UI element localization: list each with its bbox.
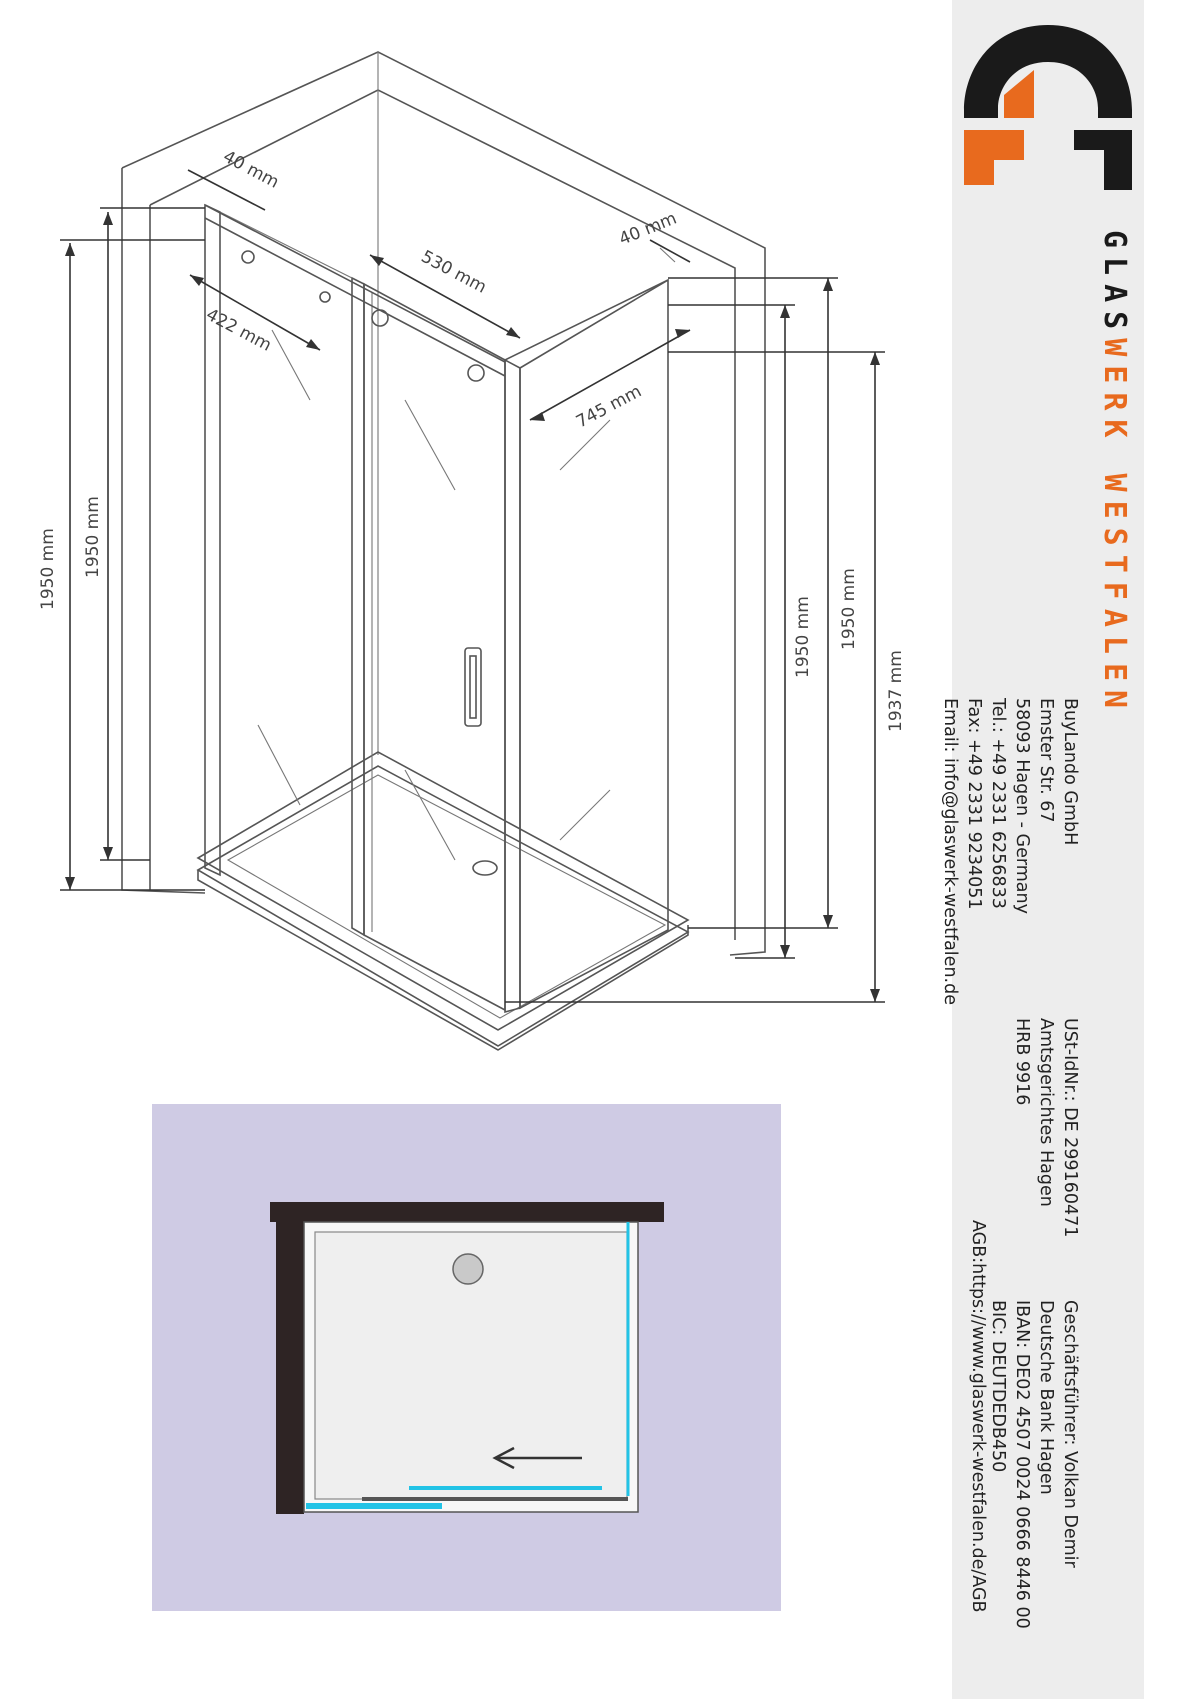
brand-name-part2: WERK WESTFALEN (1097, 338, 1132, 718)
bank-block (986, 1300, 1082, 1629)
dim-left-height-outer: 1950 mm (38, 528, 58, 610)
floor-plan (152, 1104, 781, 1611)
letterhead-content (940, 0, 1144, 1699)
registry-line: HRB 9916 (1012, 1018, 1032, 1106)
dim-top-right-depth: 40 mm (616, 208, 680, 250)
bank-line: Deutsche Bank Hagen (1036, 1300, 1056, 1495)
back-wall (270, 1202, 664, 1222)
brand-name-part1: GLAS (1097, 230, 1132, 339)
bank-line: IBAN: DE02 4507 0024 0666 8446 00 (1012, 1300, 1032, 1629)
shower-tray (198, 752, 688, 1050)
glaswerk-logo (952, 0, 1144, 205)
bank-line: BIC: DEUTDEDB450 (988, 1300, 1008, 1473)
dim-top-center-width: 530 mm (417, 246, 490, 298)
side-panel (505, 280, 668, 1012)
drain-icon (453, 1254, 483, 1284)
top-rail (202, 205, 668, 381)
left-wall (276, 1222, 304, 1514)
dim-right-side-width: 745 mm (572, 381, 646, 433)
contact-fax: Fax: +49 2331 9234051 (964, 698, 984, 910)
brand-name (1097, 230, 1132, 717)
dim-left-height-inner: 1950 mm (83, 496, 103, 578)
bank-line: Geschäftsführer: Volkan Demir (1060, 1300, 1080, 1568)
registry-block (1010, 1018, 1082, 1237)
address-block (938, 698, 1082, 1005)
agb-link[interactable]: AGB:https://www.glaswerk-westfalen.de/AGB (968, 1220, 988, 1613)
registry-line: USt-IdNr.: DE 299160471 (1060, 1018, 1080, 1238)
letterhead-panel (940, 0, 1144, 1699)
sliding-door (364, 284, 505, 1010)
address-line: Emster Str. 67 (1036, 698, 1056, 823)
dim-right-height-a: 1950 mm (793, 596, 813, 678)
dimension-lines (60, 170, 885, 1002)
registry-line: Amtsgerichtes Hagen (1036, 1018, 1056, 1207)
floor-plan-drawing (152, 1104, 781, 1611)
dim-right-height-b: 1950 mm (839, 568, 859, 650)
dim-left-panel-width: 422 mm (202, 304, 275, 356)
dim-right-height-total: 1937 mm (886, 650, 906, 732)
address-line: BuyLando GmbH (1060, 698, 1080, 846)
dim-top-left-depth: 40 mm (219, 146, 283, 193)
contact-tel: Tel.: +49 2331 6256833 (988, 698, 1008, 909)
contact-email: Email: info@glaswerk-westfalen.de (940, 698, 960, 1005)
address-line: 58093 Hagen - Germany (1012, 698, 1032, 914)
